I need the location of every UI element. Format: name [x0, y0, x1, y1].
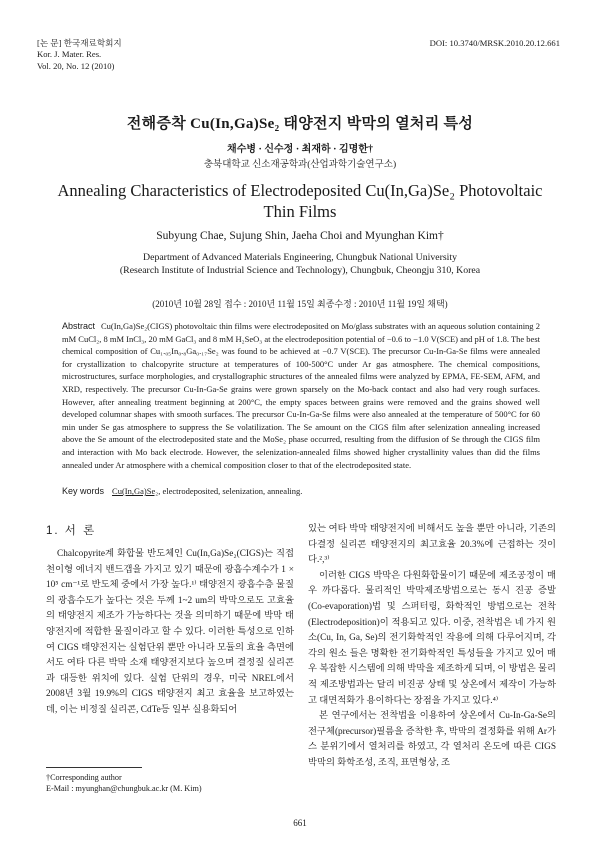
right-column: [308, 522, 556, 772]
footnote-divider: [46, 767, 142, 768]
page-number: 661: [293, 818, 307, 828]
intro-paragraph-3: 본 연구에서는 전착법을 이용하여 상온에서 Cu-In-Ga-Se의 전구체(precursor)필름을 증착한 후, 박막의 결정화를 위해 Ar가스 분위기에서 열처리를 하였고, 각 열처리 온도에 따른 CIGS 박막의 화학조성, 조직, 표면형상, 조: [308, 711, 556, 768]
abstract-label: Abstract: [62, 321, 96, 331]
korean-title: 전해증착 Cu(In,Ga)Se₂ 태양전지 박막의 열처리 특성: [126, 116, 474, 132]
journal-header: [37, 38, 122, 72]
keywords-rest: , electrodeposited, selenization, annealing.: [158, 486, 303, 496]
footnote: [46, 772, 202, 794]
journal-name-english: Kor. J. Mater. Res.: [37, 49, 102, 60]
korean-affiliation: 충북대학교 신소재공학과(산업과학기술연구소): [203, 160, 397, 170]
korean-authors: 채수병 · 신수정 · 최재하 · 김명한†: [227, 144, 373, 155]
affiliation-line-1: Department of Advanced Materials Engineering, Chungbuk National University: [143, 252, 457, 263]
affiliation-line-2: (Research Institute of Industrial Science and Technology), Chungbuk, Cheongju 310, Korea: [119, 265, 481, 276]
submission-dates: (2010년 10월 28일 접수 : 2010년 11월 15일 최종수정 : 2010년 11월 19일 채택): [152, 299, 448, 309]
corresponding-author: †Corresponding author: [46, 773, 122, 782]
abstract-text: Cu(In,Ga)Se₂(CIGS) photovoltaic thin films were electrodeposited on Mo/glass substrates with an aqueous solution containing 2 mM CuCl₂, 8 mM InCl₃, 20 mM GaCl₃ and 8 mM H₂SeO₃ at the electrodeposition potential of −0.6 to −1.0 V(SCE) and pH of 1.8. The best chemical composition of Cu₁.₀₅In₀.₈Ga₀.₁₇Se₂ was found to be achieved at −0.7 V(SCE). The precursor Cu-In-Ga-Se films were annealed for crystallization to chalcopyrite structure at temperatures of 100-500°C under Ar gas atmosphere. The chemical compositions, microstructures, surface morphologies, and crystallographic structures of the annealed films were analyzed by EPMA, FE-SEM, AFM, and XRD, respectively. The precursor Cu-In-Ga-Se grains were grown sparsely on the Mo-back contact and also had very rough surfaces. However, after annealing treatment beginning at 200°C, the empty spaces between grains were removed and the grains showed well developed columnar shapes with smooth surfaces. The precursor Cu-In-Ga-Se films were also annealed at the temperature of 500°C for 60 min under Se gas atmosphere to suppress the Se volatilization. The Se amount on the CIGS film after selenization annealing increased above the Se amount of the electrodeposited state and the MoSe₂ phase occurred, resulting from the diffusion of Se through the CIGS film and interaction with Mo back electrode. However, the selenization-annealed films showed higher crystallinity values than did the films annealed under Ar atmosphere with a chemical composition closer to that of the electrodeposited state.: [62, 321, 540, 470]
keywords-label: Key words: [62, 486, 105, 496]
english-authors: Subyung Chae, Sujung Shin, Jaeha Choi and Myunghan Kim†: [156, 230, 444, 242]
english-affiliation: [20, 251, 580, 277]
author-email: E-Mail : myunghan@chungbuk.ac.kr (M. Kim): [46, 784, 202, 793]
journal-volume: Vol. 20, No. 12 (2010): [37, 60, 115, 71]
intro-paragraph-1: Chalcopyrite계 화합물 반도체인 Cu(In,Ga)Se₂(CIGS)는 직접천이형 에너지 밴드갭을 가지고 있기 때문에 광흡수계수가 1 × 10⁵ cm⁻¹로 반도체 중에서 가장 높다.¹⁾ 태양전지 광흡수층 물질의 광흡수도가 높다는 것은 두께 1~2 um의 박막으로도 고효율의 태양전지 제조가 가능하다는 것을 의미하기 때문에 박막 태양전지에 적합한 물질이라고 할 수 있다. 이러한 특성으로 인하여 CIGS 태양전지는 실험단위 뿐만 아니라 모듈의 효율 측면에서도 여타 다른 박막 소재 태양전지보다 높으며 결정질 실리콘과 대등한 위치에 있다. 실험 단위의 경우, 미국 NREL에서 2008년 3월 19.9%의 CIGS 태양전지 최고 효율을 보고하였는데, 이는 비정질 실리콘, CdTe등 일부 실용화되어: [46, 549, 294, 715]
section-heading: 1. 서 론: [46, 525, 97, 537]
english-title: Annealing Characteristics of Electrodeposited Cu(In,Ga)Se₂ Photovoltaic Thin Films: [57, 181, 543, 221]
intro-paragraph-1-continued: 있는 여타 박막 태양전지에 비해서도 높을 뿐만 아니라, 기존의 다결정 실리콘 태양전지의 최고효율 20.3%에 근접하는 것이다.²,³⁾: [308, 524, 556, 566]
doi: DOI: 10.3740/MRSK.2010.20.12.661: [429, 38, 560, 48]
left-column: [46, 547, 294, 719]
keywords: [62, 486, 540, 496]
abstract: [62, 320, 540, 471]
intro-paragraph-2: 이러한 CIGS 박막은 다원화합물이기 때문에 제조공정이 매우 까다롭다. 물리적인 박막제조방법으로는 동시 진공 증발(Co-evaporation)법 및 스퍼터링, 화학적인 방법으로는 전착(Electrodeposition)이 적용되고 있다. 이중, 전착법은 네 가지 원소(Cu, In, Ga, Se)의 전기화학적인 작용에 의해 다루어지며, 각각의 원소 들은 명확한 전기화학적인 특성들을 가지고 있어 매우 복잡한 시스템에 의해 박막을 제조하게 되며, 이 방법은 물리적 제조방법과는 달리 비진공 상태 및 상온에서 제작이 가능하고 대면적화가 용이하다는 장점을 가지고 있다.⁴⁾: [308, 570, 556, 706]
keyword-cigs: Cu(In,Ga)Se₂: [112, 486, 159, 496]
journal-name-korean: [논 문] 한국재료학회지: [37, 38, 122, 48]
